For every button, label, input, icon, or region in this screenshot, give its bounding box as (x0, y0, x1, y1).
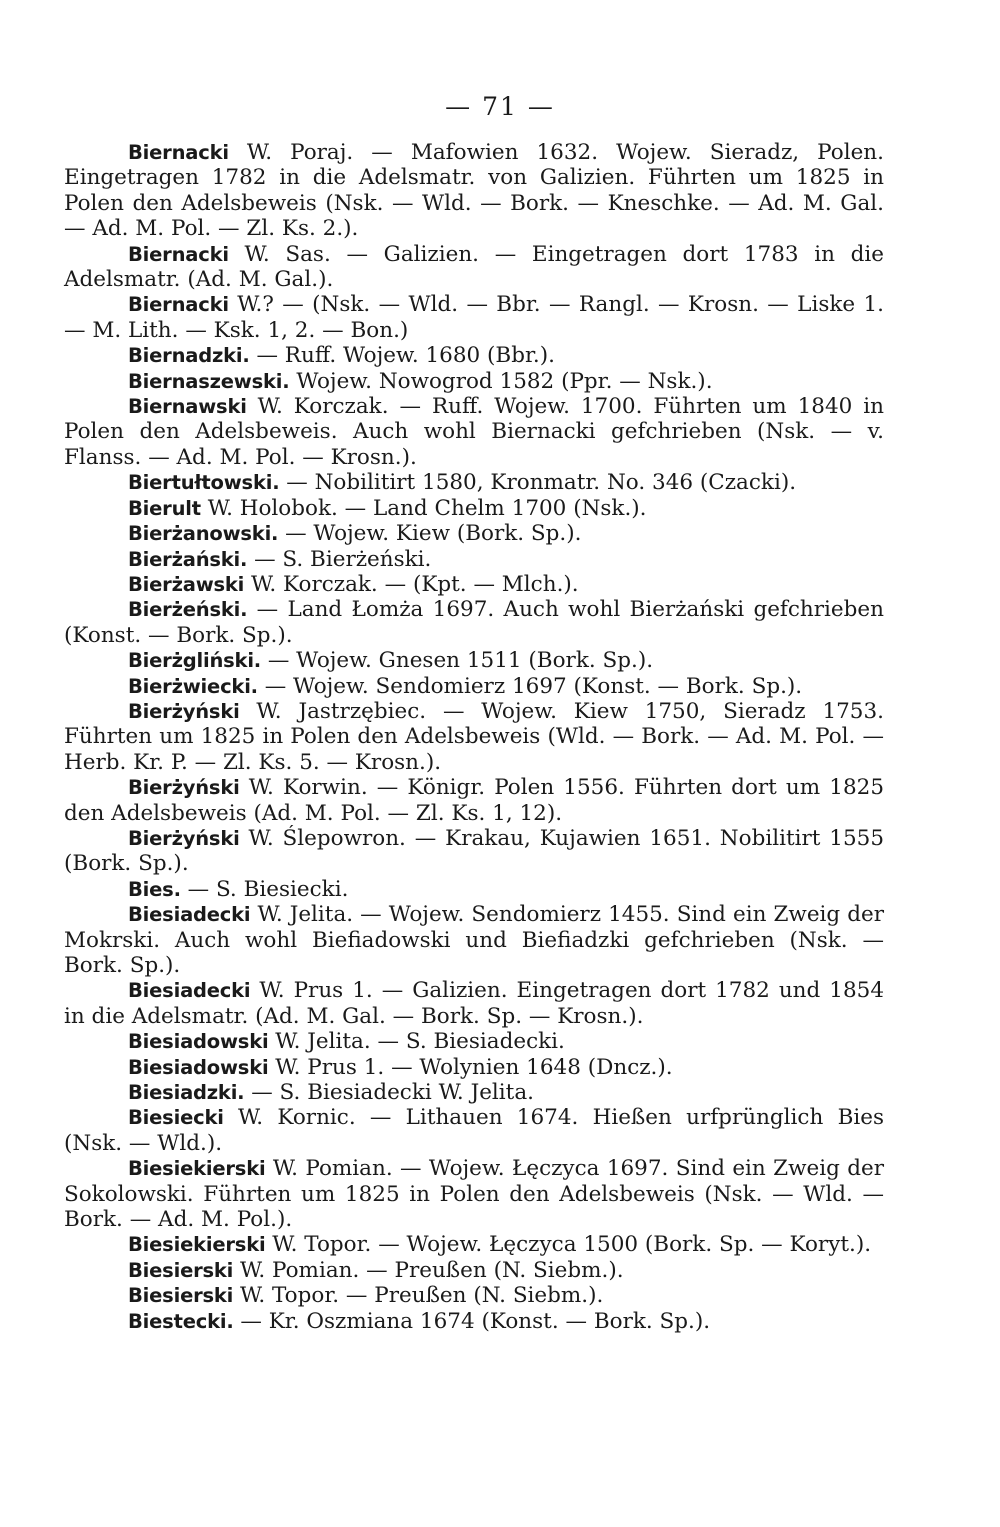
entry-text: — Ruff. Wojew. 1680 (Bbr.). (249, 343, 555, 369)
entry-surname: Biertułtowski. (128, 471, 280, 495)
entry-text: W. Topor. — Preußen (N. Siebm.). (233, 1283, 604, 1309)
entry-surname: Biernacki (128, 293, 229, 317)
entry-text: — Wojew. Kiew (Bork. Sp.). (278, 521, 582, 547)
entry (64, 1283, 884, 1308)
entry (64, 775, 884, 826)
entry-surname: Biernacki (128, 141, 229, 164)
entry-text: Wojew. Nowogrod 1582 (Ppr. — Nsk.). (289, 368, 713, 394)
entry-text: — S. Biesiecki. (180, 876, 349, 902)
entry (64, 674, 884, 699)
entry (64, 597, 884, 648)
entry-surname: Biesierski (128, 1258, 234, 1282)
entry (64, 394, 884, 470)
page-number: — 71 — (445, 92, 555, 121)
entry-surname: Bierult (128, 496, 201, 520)
entry-surname: Bierżawski (128, 572, 245, 596)
entry-surname: Biesiadowski (128, 1030, 269, 1054)
entry (64, 496, 884, 521)
entry (64, 1258, 884, 1283)
entry-surname: Biernaszewski. (128, 369, 290, 393)
entry-text: W. Holobok. — Land Chelm 1700 (Nsk.). (200, 495, 647, 521)
entry-text: — Land Łomża 1697. Auch wohl Bierżański gefchrieben (Konst. — Bork. Sp.). (64, 597, 884, 648)
entry-surname: Bierżyński (128, 826, 240, 850)
entry-surname: Bierżanowski. (128, 522, 279, 546)
entry-text: W. Pomian. — Wojew. Łęczyca 1697. Sind ein Zweig der Sokolowski. Führten um 1825 in Polen den Adelsbeweis (Nsk. — Wld. — Bork. — Ad. M. Pol.). (64, 1156, 884, 1233)
entries-list (64, 140, 884, 1334)
entry-surname: Biesiadecki (128, 903, 251, 927)
entry-text: W. Korczak. — Ruff. Wojew. 1700. Führten um 1840 in Polen den Adelsbeweis. Auch wohl Biernacki gefchrieben (Nsk. — v. Flanss. — Ad. M. Pol. — Krosn.). (64, 394, 884, 470)
entry (64, 521, 884, 546)
entry (64, 648, 884, 673)
entry-surname: Bierżyński (128, 699, 240, 723)
entry (64, 699, 884, 775)
entry-surname: Biernacki (128, 242, 229, 266)
entry (64, 343, 884, 368)
entry (64, 1080, 884, 1105)
entry (64, 1309, 884, 1334)
entry (64, 902, 884, 978)
entry-text: W. Korczak. — (Kpt. — Mlch.). (244, 571, 579, 597)
entry-text: — Wojew. Sendomierz 1697 (Konst. — Bork. Sp.). (257, 673, 803, 699)
entry-surname: Biernawski (128, 395, 247, 419)
entry-surname: Biestecki. (128, 1309, 234, 1333)
entry (64, 292, 884, 343)
entry (64, 1055, 884, 1080)
entry-surname: Bierżgliński. (128, 649, 262, 673)
entry (64, 978, 884, 1029)
entry (64, 1105, 884, 1156)
entry (64, 826, 884, 877)
entry-text: W. Pomian. — Preußen (N. Siebm.). (233, 1257, 624, 1283)
entry (64, 470, 884, 495)
entry-text: — S. Biesiadecki W. Jelita. (244, 1080, 534, 1106)
entry-surname: Biesiecki (128, 1106, 224, 1130)
entry-surname: Biernadzki. (128, 344, 250, 368)
entry-surname: Biesiadzki. (128, 1081, 245, 1105)
entry-text: W. Jelita. — Wojew. Sendomierz 1455. Sind ein Zweig der Mokrski. Auch wohl Biefiadowski und Biefiadzki gefchrieben (Nsk. — Bork. Sp.). (64, 902, 884, 978)
entry-surname: Bierżeński. (128, 598, 248, 622)
entry (64, 242, 884, 293)
entry-surname: Bierżański. (128, 547, 248, 571)
entry (64, 547, 884, 572)
entry-text: W. Prus 1. — Wolynien 1648 (Dncz.). (268, 1054, 673, 1080)
entry-text: — S. Bierżeński. (247, 546, 432, 572)
entry (64, 1029, 884, 1054)
entry-text: W.? — (Nsk. — Wld. — Bbr. — Rangl. — Krosn. — Liske 1. — M. Lith. — Ksk. 1, 2. — Bon.) (64, 292, 884, 343)
entry-text: W. Ślepowron. — Krakau, Kujawien 1651. Nobilitirt 1555 (Bork. Sp.). (64, 825, 884, 877)
entry (64, 572, 884, 597)
entry-text: W. Sas. — Galizien. — Eingetragen dort 1783 in die Adelsmatr. (Ad. M. Gal.). (64, 241, 884, 293)
entry-text: W. Jelita. — S. Biesiadecki. (268, 1029, 565, 1055)
entry-text: W. Korwin. — Königr. Polen 1556. Führten dort um 1825 den Adelsbeweis (Ad. M. Pol. — Zl. Ks. 1, 12). (64, 775, 884, 826)
entry-surname: Biesierski (128, 1284, 234, 1308)
entry-text: W. Prus 1. — Galizien. Eingetragen dort 1782 und 1854 in die Adelsmatr. (Ad. M. Gal. — Bork. Sp. — Krosn.). (64, 978, 884, 1029)
entry (64, 877, 884, 902)
entry-surname: Biesiadowski (128, 1055, 269, 1079)
entry-surname: Biesiekierski (128, 1233, 266, 1257)
entry-text: W. Jastrzębiec. — Wojew. Kiew 1750, Sieradz 1753. Führten um 1825 in Polen den Adelsbeweis (Wld. — Bork. — Ad. M. Pol. — Herb. Kr. P. — Zl. Ks. 5. — Krosn.). (64, 698, 884, 775)
entry-text: W. Topor. — Wojew. Łęczyca 1500 (Bork. Sp. — Koryt.). (265, 1232, 872, 1258)
entry-text: — Kr. Oszmiana 1674 (Konst. — Bork. Sp.). (233, 1308, 711, 1334)
entry (64, 1156, 884, 1232)
entry-surname: Bierżyński (128, 776, 240, 800)
entry-text: W. Kornic. — Lithauen 1674. Hießen urfprünglich Bies (Nsk. — Wld.). (64, 1105, 884, 1156)
entry-surname: Bies. (128, 877, 181, 901)
entry-text: — Nobilitirt 1580, Kronmatr. No. 346 (Czacki). (279, 470, 797, 496)
entry (64, 369, 884, 394)
entry-surname: Biesiadecki (128, 979, 251, 1003)
entry (64, 1232, 884, 1257)
entry-text: W. Poraj. — Mafowien 1632. Wojew. Sieradz, Polen. Eingetragen 1782 in die Adelsmatr. von Galizien. Führten um 1825 in Polen den Adelsbeweis (Nsk. — Wld. — Bork. — Kneschke. — Ad. M. Gal. — Ad. M. Pol. — Zl. Ks. 2.). (64, 140, 884, 242)
entry-text: — Wojew. Gnesen 1511 (Bork. Sp.). (261, 648, 654, 674)
entry-surname: Biesiekierski (128, 1157, 266, 1181)
entry-surname: Bierżwiecki. (128, 674, 258, 698)
entry (64, 140, 884, 242)
